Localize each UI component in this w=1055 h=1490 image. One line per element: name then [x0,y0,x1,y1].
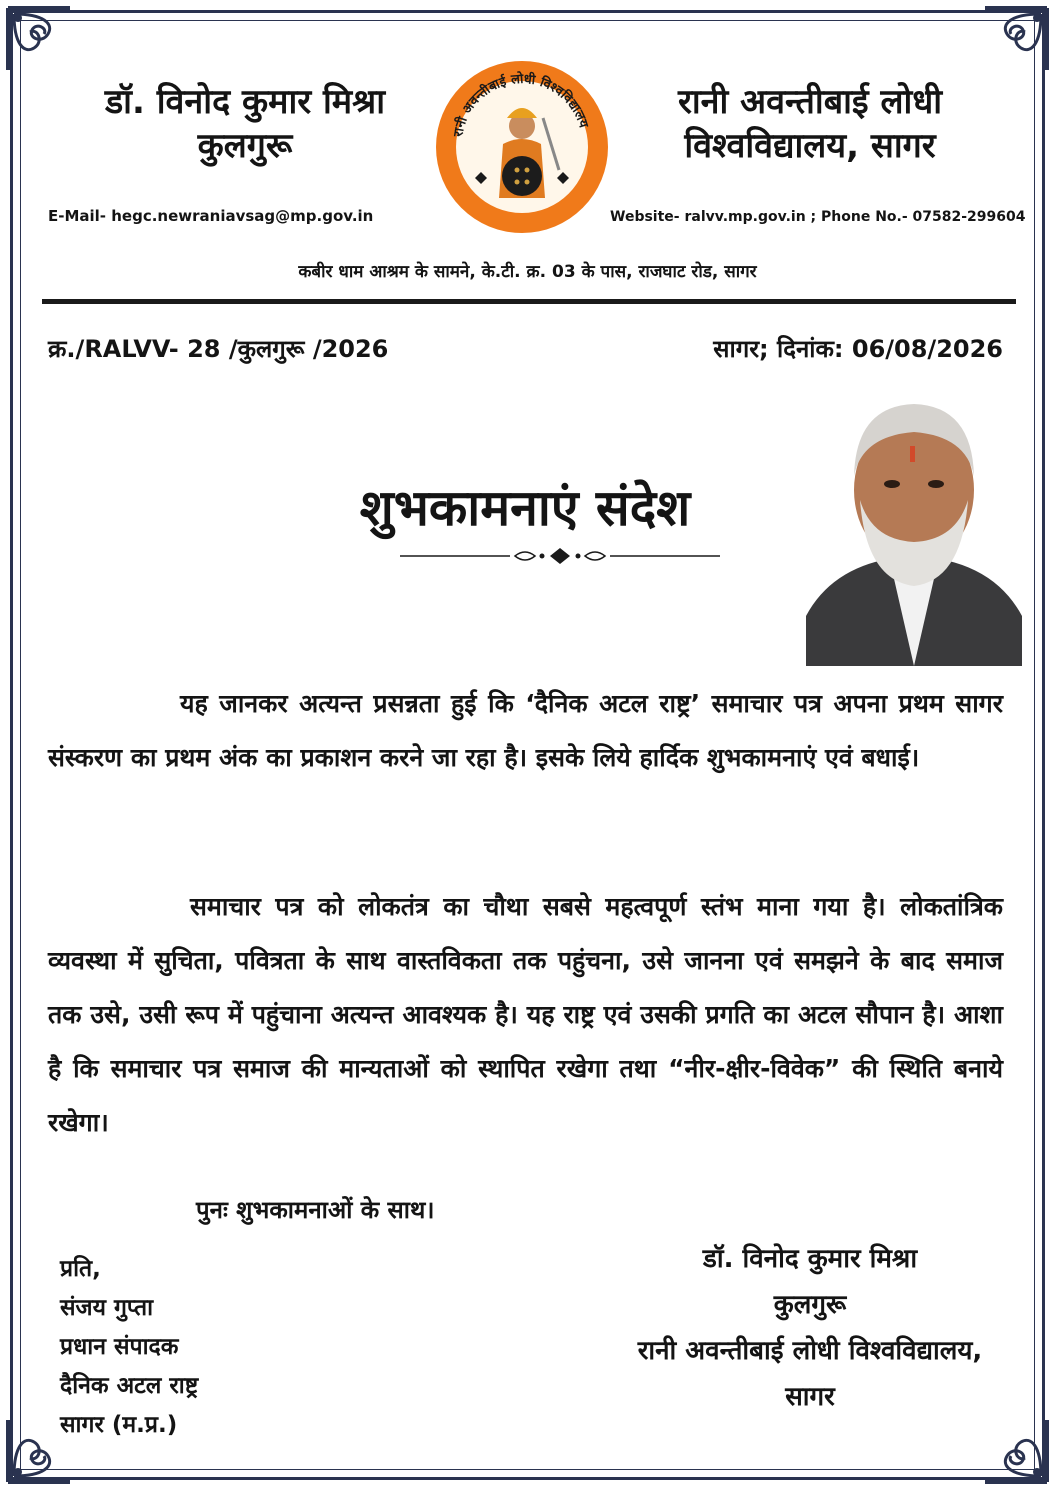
page-title: शुभकामनाएं संदेश [359,479,691,537]
signature-block [590,1236,1030,1420]
vice-chancellor-photo [796,380,1032,666]
header-right [600,80,1020,168]
message-paragraph-1: यह जानकर अत्यन्त प्रसन्नता हुई कि ‘दैनिक अटल राष्ट्र’ समाचार पत्र अपना प्रथम सागर संस्करण का प्रथम अंक का प्रकाशन करने जा रहा है। इसके लिये हार्दिक शुभकामनाएं एवं बधाई। [48,689,1003,772]
recipient-organization: दैनिक अटल राष्ट्र [60,1373,199,1399]
email-address: E-Mail- hegc.newraniavsag@mp.gov.in [48,207,374,225]
recipient-prefix: प्रति, [60,1256,101,1282]
website-phone: Website- ralvv.mp.gov.in ; Phone No.- 07582-299604 [610,209,1026,225]
corner-ornament-icon [981,4,1051,74]
university-name-line2: विश्वविद्यालय, सागर [684,126,936,166]
signatory-name: डॉ. विनोद कुमार मिश्रा [702,1244,918,1274]
corner-ornament-icon [981,1416,1051,1486]
signatory-designation: कुलगुरू [773,1290,847,1320]
university-name-line1: रानी अवन्तीबाई लोधी [677,82,943,122]
closing-greeting: पुनः शुभकामनाओं के साथ। [196,1196,435,1224]
signatory-city: सागर [785,1382,835,1412]
reference-number: क्र./RALVV- 28 /कुलगुरू /2026 [48,335,389,363]
university-address: कबीर धाम आश्रम के सामने, के.टी. क्र. 03 के पास, राजघाट रोड, सागर [298,262,757,282]
recipient-block [60,1250,198,1445]
recipient-city: सागर (म.प्र.) [60,1412,178,1438]
recipient-name: संजय गुप्ता [60,1295,154,1321]
place-date: सागर; दिनांक: 06/08/2026 [713,335,1003,363]
logo-text: रानी अवन्तीबाई लोधी विश्वविद्यालय [451,71,591,138]
vice-chancellor-name: डॉ. विनोद कुमार मिश्रा [104,82,386,122]
vice-chancellor-designation: कुलगुरू [197,126,293,166]
title-divider-ornament-icon [400,546,720,566]
recipient-designation: प्रधान संपादक [60,1334,179,1360]
signatory-university: रानी अवन्तीबाई लोधी विश्वविद्यालय, [637,1336,983,1366]
header-divider [42,299,1016,304]
header-left [45,80,445,168]
message-paragraph-2: समाचार पत्र को लोकतंत्र का चौथा सबसे महत्वपूर्ण स्तंभ माना गया है। लोकतांत्रिक व्यवस्था में सुचिता, पवित्रता के साथ वास्तविकता तक पहुंचना, उसे जानना एवं समझने के बाद समाज तक उसे, उसी रूप में पहुंचाना अत्यन्त आवश्यक है। यह राष्ट्र एवं उसकी प्रगति का अटल सौपान है। आशा है कि समाचार पत्र समाज की मान्यताओं को स्थापित रखेगा तथा “नीर-क्षीर-विवेक” की स्थिति बनाये रखेगा। [48,892,1003,1137]
university-logo [433,58,611,236]
corner-ornament-icon [4,4,74,74]
